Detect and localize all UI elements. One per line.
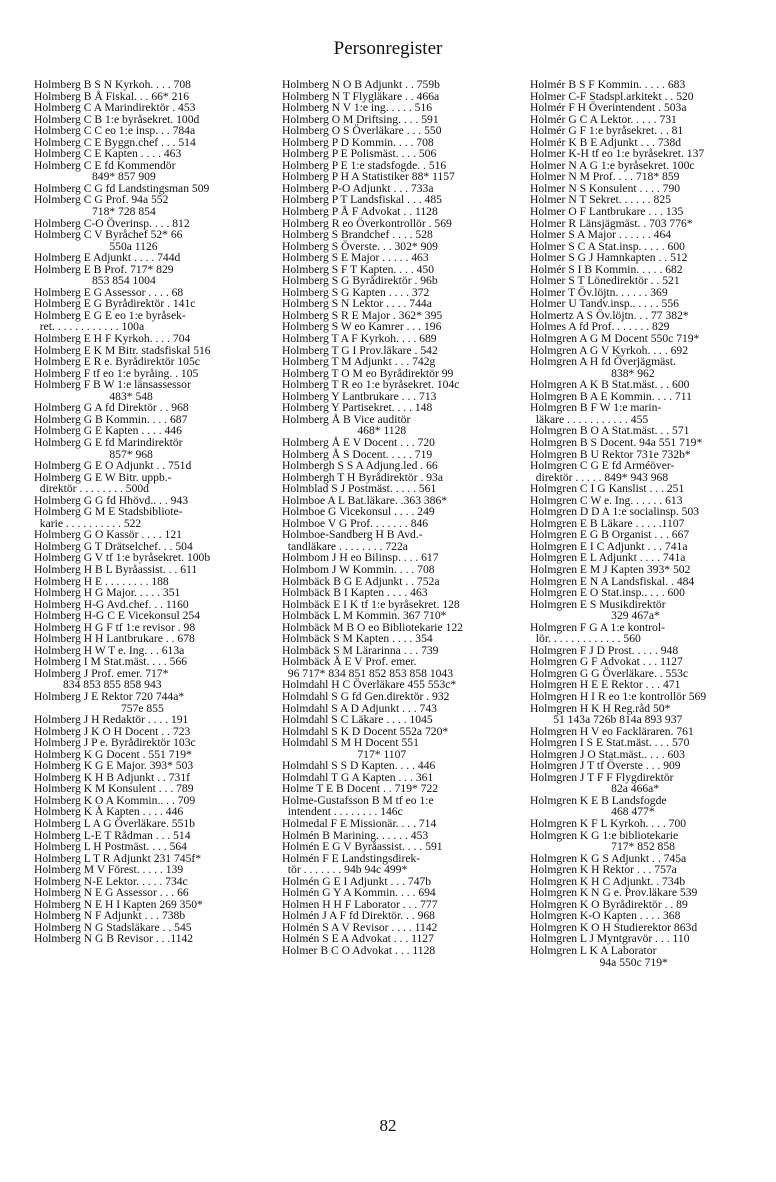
register-entry: Holmberg K G Docent . 551 719*: [34, 747, 192, 761]
register-entry: Holmer N M Prof. . . . 718* 859: [530, 170, 680, 184]
register-entry: Holmér S I B Kommin. . . . . 682: [530, 262, 683, 276]
register-entry: Holmberg O S Överläkare . . . 550: [282, 124, 442, 138]
register-entry: 838* 962: [530, 366, 655, 380]
register-entry: Holmberg C A Marindirektör . 453: [34, 101, 196, 115]
register-entry: Holmer O F Lantbrukare . . . 135: [530, 205, 684, 219]
register-entry: Holmertz A S Öv.löjtn. . . 77 382*: [530, 308, 689, 322]
register-entry: Holmgren H K H Reg.råd 50*: [530, 701, 671, 715]
register-entry: 849* 857 909: [34, 170, 156, 184]
register-entry: Holmgren F G A 1:e kontrol-: [530, 620, 665, 634]
register-entry: Holmgren B U Rektor 731e 732b*: [530, 447, 691, 461]
register-entry: Holmberg S E Major . . . . . 463: [282, 251, 429, 265]
register-entry: Holmberg F B W 1:e länsassessor: [34, 378, 191, 392]
register-entry: Holmberg E R e. Byrådirektör 105c: [34, 355, 200, 369]
register-entry: Holmgren G F Advokat . . . 1127: [530, 655, 683, 669]
register-entry: Holmberg C-O Överinsp. . . . 812: [34, 216, 190, 230]
register-entry: Holmberg N V 1:e ing. . . . . 516: [282, 101, 433, 115]
register-entry: Holmberg S G Kapten . . . . 372: [282, 285, 430, 299]
register-entry: Holmberg H H Lantbrukare . . 678: [34, 632, 195, 646]
register-entry: Holmbäck B I Kapten . . . . 463: [282, 586, 428, 600]
register-entry: Holmberg G E Kapten . . . . 446: [34, 424, 182, 438]
register-entry: Holmberg Y Partisekret. . . . 148: [282, 401, 433, 415]
register-entry: Holmer S T Lönedirektör . . 521: [530, 274, 680, 288]
register-entry: Holmgren J T tf Överste . . . 909: [530, 759, 681, 773]
register-entry: Holmberg H G F tf 1:e revisor . 98: [34, 620, 196, 634]
register-entry: Holmdahl S S D Kapten. . . . 446: [282, 759, 436, 773]
register-entry: Holmberg Å E V Docent . . . 720: [282, 435, 435, 449]
register-entry: Holmberg N G Stadsläkare . . 545: [34, 920, 192, 934]
register-entry: Holmberg S Brandchef . . . . 528: [282, 228, 433, 242]
register-entry: Holmberg T R eo 1:e byråsekret. 104c: [282, 378, 460, 392]
register-entry: Holmboe V G Prof. . . . . . . 846: [282, 516, 429, 530]
register-entry: Holmberg G E fd Marindirektör: [34, 435, 183, 449]
register-entry: Holmer S A Major . . . . . . 464: [530, 228, 672, 242]
register-entry: Holmberg E H F Kyrkoh. . . . 704: [34, 332, 191, 346]
register-entry: Holmberg N F Adjunkt . . . 738b: [34, 909, 186, 923]
register-entry: Holmbäck B G E Adjunkt . . 752a: [282, 574, 440, 588]
register-entry: Holmberg P-O Adjunkt . . . 733a: [282, 181, 434, 195]
register-entry: Holmberg R eo Överkontrollör . 569: [282, 216, 452, 230]
register-entry: Holmberg G O Kassör . . . . 121: [34, 528, 182, 542]
register-entry: Holmen H H F Laborator . . . 777: [282, 897, 438, 911]
register-entry: Holmberg L-E T Rådman . . . 514: [34, 828, 191, 842]
register-entry: Holmdahl S K D Docent 552a 720*: [282, 724, 449, 738]
register-entry: Holmberg E Adjunkt . . . . 744d: [34, 251, 181, 265]
register-entry: Holmberg P D Kommin. . . . 708: [282, 135, 434, 149]
register-entry: Holmberg E G E eo 1:e byråsek-: [34, 308, 186, 322]
register-entry: Holmbom J H eo Bilinsp. . . . 617: [282, 551, 439, 565]
register-entry: Holmér K B E Adjunkt . . . 738d: [530, 135, 682, 149]
register-entry: Holmdahl S C Läkare . . . . 1045: [282, 713, 433, 727]
register-entry: Holmgren E I C Adjunkt . . . 741a: [530, 539, 688, 553]
register-entry: Holmgren B A E Kommin. . . . 711: [530, 389, 692, 403]
register-entry: Holmberg C V Byråchef 52* 66: [34, 228, 183, 242]
register-entry: Holmer B C O Advokat . . . 1128: [282, 944, 436, 958]
register-entry: Holmberg C G fd Landstingsman 509: [34, 181, 210, 195]
register-entry: Holmberg T A F Kyrkoh. . . . 689: [282, 332, 437, 346]
register-entry: Holmgren K N G e. Prov.läkare 539: [530, 886, 698, 900]
register-entry: direktör . . . . . . . . 500d: [34, 482, 149, 496]
register-entry: Holmberg P H A Statistiker 88* 1157: [282, 170, 455, 184]
register-entry: Holmer R Länsjägmäst. . 703 776*: [530, 216, 693, 230]
register-entry: Holmberg O M Driftsing. . . . 591: [282, 112, 439, 126]
register-entry: Holmgren L J Myntgravör . . . 110: [530, 932, 690, 946]
register-entry: Holmberg N-E Lektor. . . . . 734c: [34, 874, 188, 888]
register-entry: 834 853 855 858 943: [34, 678, 162, 692]
register-entry: Holmes A fd Prof. . . . . . . 829: [530, 320, 670, 334]
register-entry: Holmgren K G 1:e bibliotekarie: [530, 828, 679, 842]
page-number: 82: [379, 1116, 397, 1135]
register-entry: Holmberg T O M eo Byrådirektör 99: [282, 366, 454, 380]
register-entry: Holmgren J T F F Flygdirektör: [530, 770, 674, 784]
register-entry: 94a 550c 719*: [530, 955, 668, 969]
register-entry: Holmgren D D A 1:e socialinsp. 503: [530, 505, 700, 519]
register-entry: Holmberg F tf eo 1:e byråing. . 105: [34, 366, 199, 380]
register-entry: Holmer S C A Stat.insp. . . . . 600: [530, 239, 685, 253]
register-entry: Holmberg T M Adjunkt . . . 742g: [282, 355, 436, 369]
register-entry: Holmbom J W Kommin. . . . 708: [282, 562, 435, 576]
register-entry: Holmberg G T Drätselchef. . . 504: [34, 539, 193, 553]
register-entry: Holmberg C E fd Kommendör: [34, 158, 176, 172]
register-entry: Holmgren E O Stat.insp.. . . . 600: [530, 586, 685, 600]
register-entry: Holmén B Marining. . . . . . 453: [282, 828, 429, 842]
register-entry: Holmberg C E Byggn.chef . . . 514: [34, 135, 196, 149]
register-entry: Holmberg Å B Vice auditör: [282, 412, 411, 426]
register-entry: Holmén F E Landstingsdirek-: [282, 851, 421, 865]
register-entry: Holmberg K O A Kommin.. . . 709: [34, 793, 196, 807]
register-entry: Holmberg B Å Fiskal. . . 66* 216: [34, 89, 190, 103]
register-entry: Holmgren K O Byrådirektör . . 89: [530, 897, 688, 911]
register-entry: Holmedal F E Missionär. . . . 714: [282, 817, 437, 830]
register-entry: Holmgren A K B Stat.mäst. . . 600: [530, 378, 690, 392]
register-entry: Holmberg Å S Docent. . . . . 719: [282, 447, 433, 461]
register-entry: Holmér F H Överintendent . 503a: [530, 101, 687, 115]
register-entry: Holmgren K F L Kyrkoh. . . . 700: [530, 817, 687, 830]
register-entry: Holmberg G M E Stadsbibliote-: [34, 505, 183, 519]
register-entry: Holmberg P T Landsfiskal . . . 485: [282, 193, 442, 207]
register-entry: Holmberg C E Kapten . . . . 463: [34, 147, 182, 161]
register-entry: Holmberg H W T e. Ing. . . 613a: [34, 643, 185, 657]
register-entry: Holmgren J O Stat.mäst.. . . . 603: [530, 747, 685, 761]
register-entry: Holmberg C B 1:e byråsekret. 100d: [34, 112, 200, 126]
register-entry: Holmberg N G B Revisor . . .1142: [34, 932, 194, 946]
register-entry: Holmén G E I Adjunkt . . . 747b: [282, 874, 432, 888]
register-entry: Holmberg J P e. Byrådirektör 103c: [34, 736, 196, 750]
register-entry: Holmgren E N A Landsfiskal. . 484: [530, 574, 695, 588]
register-entry: Holmgren I S E Stat.mäst. . . . 570: [530, 736, 690, 750]
register-entry: 329 467a*: [530, 609, 660, 623]
register-entry: Holmgren C I G Kanslist . . . 251: [530, 482, 685, 496]
register-entry: Holmberg S F T Kapten. . . . 450: [282, 262, 435, 276]
register-entry: Holmberg H G Major. . . . . 351: [34, 586, 181, 600]
register-entry: Holmboe A L Bat.läkare. .363 386*: [282, 493, 448, 507]
register-entry: Holmgren C G E fd Arméöver-: [530, 459, 675, 473]
register-entry: Holmér B S F Kommin. . . . . 683: [530, 78, 686, 91]
register-entry: Holmgren C W e. Ing. . . . . . 613: [530, 493, 683, 507]
register-entry: Holmén E G V Byråassist. . . . 591: [282, 840, 443, 854]
register-entry: Holmberg P E 1:e stadsfogde. . 516: [282, 158, 447, 172]
register-column-1: [34, 79, 269, 945]
register-entry: Holmberg B S N Kyrkoh. . . . 708: [34, 78, 191, 91]
register-entry: Holmberg E K M Bitr. stadsfiskal 516: [34, 343, 211, 357]
register-entry: Holmgren A H fd Överjägmäst.: [530, 355, 676, 369]
register-entry: Holmberg P Å F Advokat . . 1128: [282, 205, 438, 219]
register-entry: Holmgren K H Rektor . . . 757a: [530, 863, 677, 877]
register-entry: lör. . . . . . . . . . . . . 560: [530, 632, 641, 646]
register-entry: Holmberg L A G Överläkare. 551b: [34, 817, 195, 830]
register-entry: Holmgren H V eo Fackläraren. 761: [530, 724, 694, 738]
page-title: Personregister: [333, 38, 443, 59]
register-entry: Holmberg Y Lantbrukare . . . 713: [282, 389, 437, 403]
register-entry: Holmgren G G Överläkare. . 553c: [530, 666, 689, 680]
register-entry: Holmberg C G Prof. 94a 552: [34, 193, 169, 207]
register-entry: Holmberg T G I Prov.läkare . 542: [282, 343, 438, 357]
register-entry: Holmberg H E . . . . . . . . 188: [34, 574, 169, 588]
register-entry: Holmberg K M Konsulent . . . 789: [34, 782, 194, 796]
register-entry: Holmboe-Sandberg H B Avd.-: [282, 528, 423, 542]
register-entry: läkare . . . . . . . . . . . 455: [530, 412, 649, 426]
register-entry: Holmberg K H B Adjunkt . . 731f: [34, 770, 190, 784]
register-column-3: [530, 79, 765, 968]
register-entry: Holmén S A V Revisor . . . . 1142: [282, 920, 438, 934]
register-entry: Holmbäck S M Kapten . . . . 354: [282, 632, 433, 646]
register-entry: Holmdahl S G fd Gen.direktör . 932: [282, 689, 450, 703]
register-entry: 757e 855: [34, 701, 164, 715]
register-entry: Holmberg I M Stat.mäst. . . . 566: [34, 655, 188, 669]
register-entry: Holmer T Öv.löjtn. . . . . . 369: [530, 285, 668, 299]
register-entry: Holmboe G Vicekonsul . . . . 249: [282, 505, 435, 519]
register-entry: Holmgren F J D Prost. . . . . 948: [530, 643, 679, 657]
register-entry: Holmberg N O B Adjunkt . . 759b: [282, 78, 440, 91]
register-entry: Holmgren L K A Laborator: [530, 944, 657, 958]
register-entry: Holmblad S J Postmäst. . . . . 561: [282, 482, 437, 496]
register-entry: Holmberg C C eo 1:e insp. . . 784a: [34, 124, 196, 138]
register-entry: Holmér G F 1:e byråsekret. . . 81: [530, 124, 684, 138]
register-entry: Holmberg S N Lektor . . . . 744a: [282, 297, 432, 311]
register-entry: Holmbäck E I K tf 1:e byråsekret. 128: [282, 597, 460, 611]
register-entry: Holmberg G B Kommin. . . . 687: [34, 412, 188, 426]
register-entry: Holmer N A G 1:e byråsekret. 100c: [530, 158, 695, 172]
register-entry: Holmgren H E E Rektor . . . 471: [530, 678, 681, 692]
register-entry: Holmbergh T H Byrådirektör . 93a: [282, 470, 443, 484]
register-entry: Holmberg K G E Major. 393* 503: [34, 759, 194, 773]
register-entry: Holmberg G V tf 1:e byråsekret. 100b: [34, 551, 211, 565]
register-entry: Holmbergh S S A Adjung.led . 66: [282, 459, 438, 473]
register-entry: Holmgren A G M Docent 550c 719*: [530, 332, 700, 346]
register-entry: Holmén S E A Advokat . . . 1127: [282, 932, 434, 946]
register-entry: Holmgren B F W 1:e marin-: [530, 401, 662, 415]
register-entry: Holmberg N E G Assessor . . . 66: [34, 886, 189, 900]
register-entry: Holmberg S G Byrådirektör . 96b: [282, 274, 438, 288]
register-entry: Holmgren K O H Studierektor 863d: [530, 920, 698, 934]
register-entry: 717* 852 858: [530, 840, 675, 854]
register-entry: Holmbäck Å E V Prof. emer.: [282, 655, 417, 669]
register-entry: Holmberg G A fd Direktör . . 968: [34, 401, 189, 415]
register-entry: Holmer N S Konsulent . . . . 790: [530, 181, 681, 195]
register-entry: Holmberg E G Byrådirektör . 141c: [34, 297, 196, 311]
register-entry: Holmgren K-O Kapten . . . . 368: [530, 909, 681, 923]
register-entry: direktör . . . . . 849* 943 968: [530, 470, 669, 484]
register-entry: Holmberg J K O H Docent . . 723: [34, 724, 191, 738]
register-entry: Holmberg S R E Major . 362* 395: [282, 308, 443, 322]
register-entry: Holmgren E B Läkare . . . . .1107: [530, 516, 685, 530]
register-entry: tandläkare . . . . . . . . 722a: [282, 539, 408, 553]
register-entry: Holmberg H-G Avd.chef. . . 1160: [34, 597, 189, 611]
register-entry: Holmberg J Prof. emer. 717*: [34, 666, 169, 680]
register-entry: Holmgren E S Musikdirektör: [530, 597, 666, 611]
register-entry: Holmberg S W eo Kamrer . . . 196: [282, 320, 442, 334]
register-entry: Holmberg K Å Kapten . . . . 446: [34, 805, 184, 819]
register-entry: 857* 968: [34, 447, 153, 461]
register-entry: Holmgren B S Docent. 94a 551 719*: [530, 435, 703, 449]
register-entry: ret. . . . . . . . . . . . 100a: [34, 320, 145, 334]
register-entry: Holmberg E G Assessor . . . . 68: [34, 285, 184, 299]
register-entry: Holmgren K H C Adjunkt. . 734b: [530, 874, 686, 888]
register-entry: Holmgren B O A Stat.mäst. . . 571: [530, 424, 690, 438]
register-column-2: [282, 79, 517, 957]
register-entry: Holmgren H I R eo 1:e kontrollör 569: [530, 689, 707, 703]
register-entry: 717* 1107: [282, 747, 407, 761]
register-entry: 483* 548: [34, 389, 153, 403]
register-entry: 96 717* 834 851 852 853 858 1043: [282, 666, 454, 680]
register-entry: 82a 466a*: [530, 782, 660, 796]
register-entry: Holmgren E G B Organist . . . 667: [530, 528, 690, 542]
register-entry: Holmdahl S M H Docent 551: [282, 736, 419, 750]
register-entry: Holmberg G E O Adjunkt . . 751d: [34, 459, 192, 473]
register-entry: 468 477*: [530, 805, 655, 819]
register-entry: Holmén J A F fd Direktör. . . 968: [282, 909, 435, 923]
register-entry: Holmberg E B Prof. 717* 829: [34, 262, 174, 276]
register-entry: Holmberg L H Postmäst. . . . 564: [34, 840, 187, 854]
register-entry: 51 143a 726b 814a 893 937: [530, 713, 683, 727]
register-entry: Holmberg P E Polismäst. . . . 506: [282, 147, 437, 161]
register-entry: intendent . . . . . . . . 146c: [282, 805, 403, 819]
register-entry: Holmer S G J Hamnkapten . . 512: [530, 251, 688, 265]
register-entry: Holme-Gustafsson B M tf eo 1:e: [282, 793, 434, 807]
register-entry: Holmberg M V Förest. . . . . 139: [34, 863, 184, 877]
register-entry: Holmberg L T R Adjunkt 231 745f*: [34, 851, 202, 865]
register-entry: 550a 1126: [34, 239, 158, 253]
register-entry: Holmén G Y A Kommin. . . . 694: [282, 886, 436, 900]
register-entry: Holmberg S Överste. . . 302* 909: [282, 239, 438, 253]
register-entry: Holmdahl T G A Kapten . . . 361: [282, 770, 434, 784]
register-entry: Holmberg H B L Byråassist. . . 611: [34, 562, 198, 576]
register-entry: Holmberg J E Rektor 720 744a*: [34, 689, 185, 703]
register-entry: Holmgren E M J Kapten 393* 502: [530, 562, 691, 576]
register-entry: 468* 1128: [282, 424, 407, 438]
register-entry: Holmgren E L Adjunkt . . . . 741a: [530, 551, 686, 565]
register-entry: Holmberg G E W Bitr. uppb.-: [34, 470, 172, 484]
register-entry: Holmbäck S M Lärarinna . . . 739: [282, 643, 439, 657]
register-entry: Holme T E B Docent . . 719* 722: [282, 782, 439, 796]
register-entry: Holmer U Tandv.insp.. . . . . 556: [530, 297, 679, 311]
register-entry: Holmdahl H C Överläkare 455 553c*: [282, 678, 457, 692]
register-entry: tör . . . . . . . 94b 94c 499*: [282, 863, 408, 877]
register-entry: Holmgren K E B Landsfogde: [530, 793, 667, 807]
register-entry: Holmer N T Sekret. . . . . . 825: [530, 193, 671, 207]
register-entry: Holmberg N T Flygläkare . . 466a: [282, 89, 440, 103]
register-entry: Holmberg J H Redaktör . . . . 191: [34, 713, 189, 727]
register-entry: Holmberg H-G C E Vicekonsul 254: [34, 609, 201, 623]
register-entry: Holmberg N E H I Kapten 269 350*: [34, 897, 203, 911]
register-entry: Holmberg G G fd Hhövd.. . . 943: [34, 493, 189, 507]
register-entry: karie . . . . . . . . . . 522: [34, 516, 142, 530]
register-entry: Holmbäck M B O eo Bibliotekarie 122: [282, 620, 463, 634]
register-entry: Holmgren K G S Adjunkt . . 745a: [530, 851, 687, 865]
register-entry: Holmér G C A Lektor. . . . . 731: [530, 112, 677, 126]
register-entry: Holmer K-H tf eo 1:e byråsekret. 137: [530, 147, 705, 161]
register-entry: Holmbäck L M Kommin. 367 710*: [282, 609, 447, 623]
register-entry: Holmdahl S A D Adjunkt . . . 743: [282, 701, 437, 715]
register-entry: 853 854 1004: [34, 274, 156, 288]
register-entry: 718* 728 854: [34, 205, 156, 219]
register-entry: Holmgren A G V Kyrkoh. . . . 692: [530, 343, 689, 357]
register-entry: Holmer C-F Stadspl.arkitekt . . 520: [530, 89, 694, 103]
